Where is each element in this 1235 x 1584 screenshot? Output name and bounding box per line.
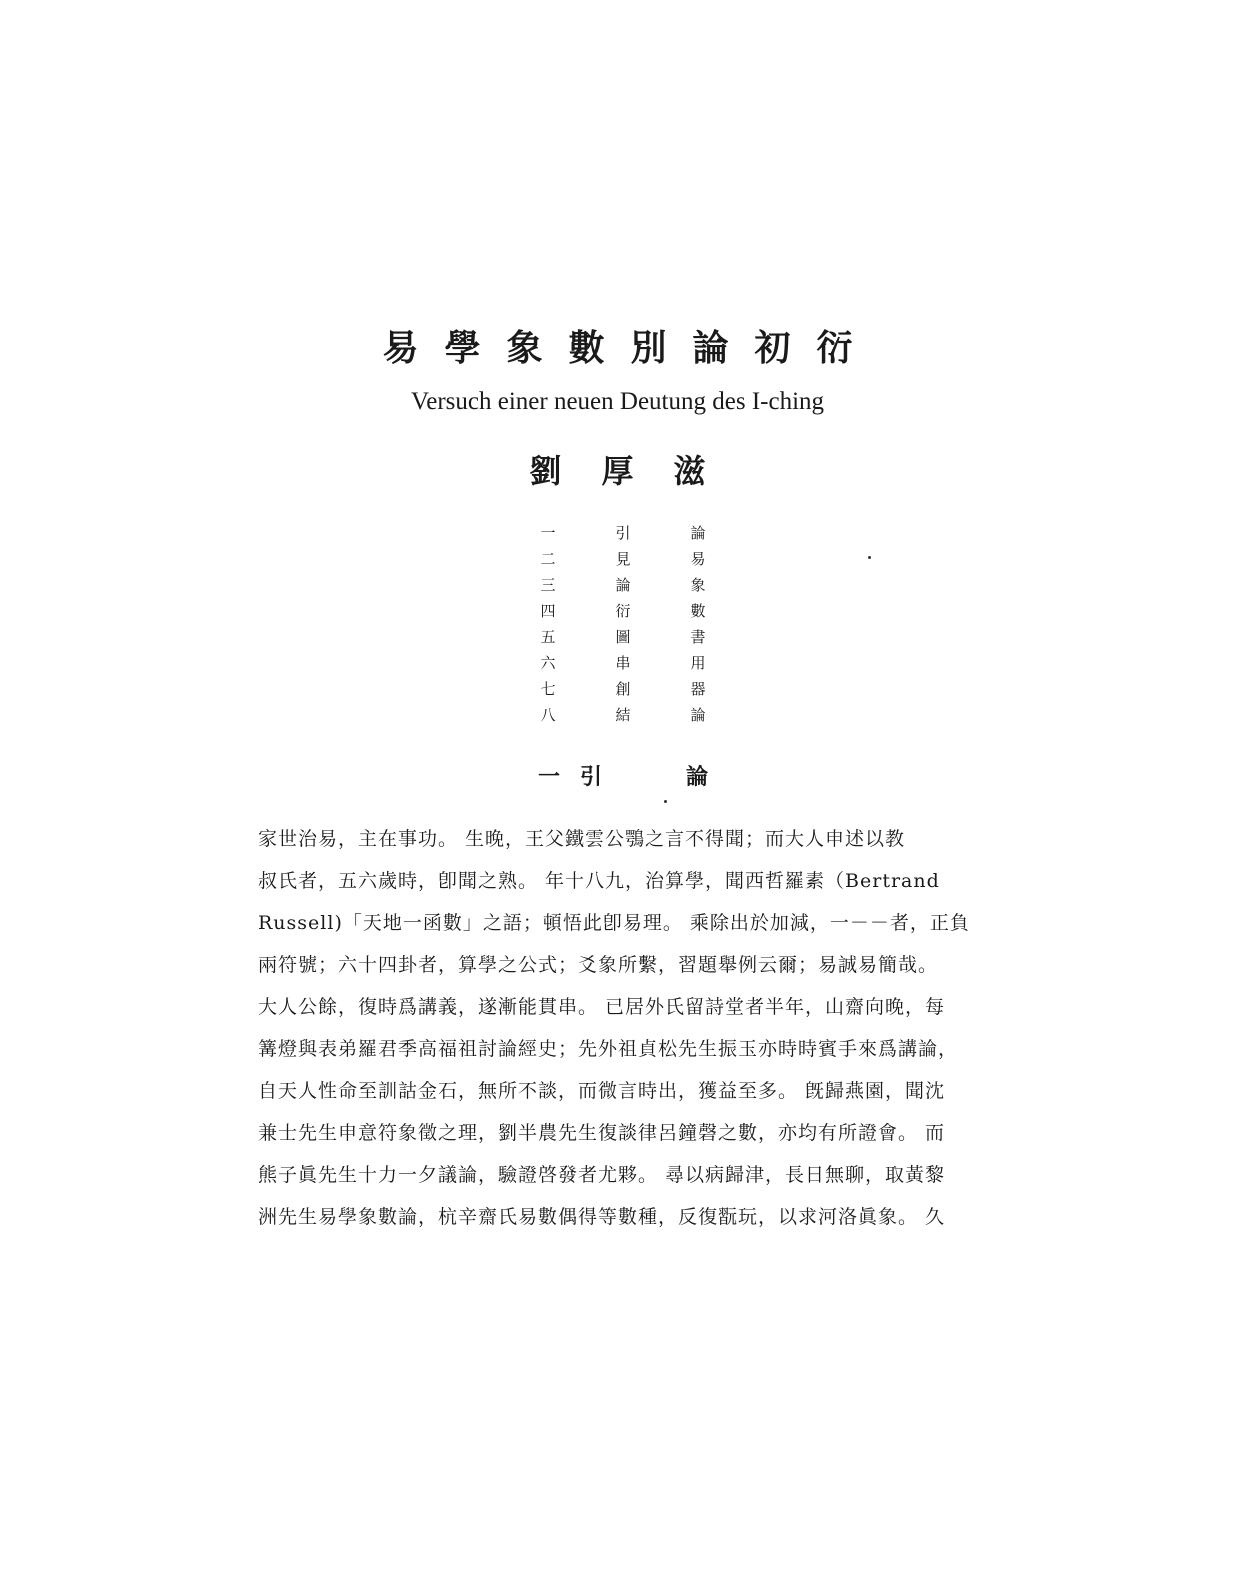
- toc-number: 三: [540, 576, 556, 594]
- text-line: 家世治易，主在事功。 生晚，王父鐵雲公鶚之言不得聞；而大人申述以教: [258, 828, 906, 850]
- toc-number: 四: [540, 602, 556, 620]
- toc-number: 五: [540, 628, 556, 646]
- section-heading: [538, 760, 708, 791]
- toc-row: [538, 676, 708, 702]
- toc-char-a: 圖: [615, 628, 631, 646]
- toc-char-b: 器: [690, 680, 706, 698]
- toc-row: [538, 520, 708, 546]
- toc-char-a: 引: [615, 524, 631, 542]
- toc-char-b: 易: [690, 550, 706, 568]
- toc-number: 八: [540, 706, 556, 724]
- text-line: 兩符號；六十四卦者，算學之公式；爻象所繫，習題舉例云爾；易誠易簡哉。: [258, 954, 939, 976]
- toc-row: [538, 650, 708, 676]
- toc-char-b: 論: [690, 524, 706, 542]
- text-line: 叔氏者，五六歲時，卽聞之熟。 年十八九，治算學，聞西哲羅素（Bertrand: [258, 870, 940, 892]
- toc-char-b: 論: [690, 706, 706, 724]
- toc-number: 六: [540, 654, 556, 672]
- toc-number: 一: [540, 524, 556, 542]
- toc-row: [538, 598, 708, 624]
- speck-mark: [868, 556, 871, 559]
- section-title-end: 論: [685, 764, 708, 790]
- toc-char-b: 數: [690, 602, 706, 620]
- toc-char-a: 見: [615, 550, 631, 568]
- text-line: 洲先生易學象數論，杭辛齋氏易數偶得等數種，反復翫玩，以求河洛眞象。 久: [258, 1206, 946, 1228]
- toc-row: [538, 702, 708, 728]
- author-name: 劉厚滋: [529, 452, 746, 490]
- toc-char-b: 書: [690, 628, 706, 646]
- text-line: 自天人性命至訓詁金石，無所不談，而微言時出，獲益至多。 旣歸燕園，聞沈: [258, 1080, 946, 1102]
- toc-number: 二: [540, 550, 556, 568]
- toc-char-a: 論: [615, 576, 631, 594]
- toc-char-b: 用: [690, 654, 706, 672]
- text-line: 熊子眞先生十力一夕議論，驗證啓發者尤夥。 尋以病歸津，長日無聊，取黃黎: [258, 1164, 946, 1186]
- page-title: 易學象數別論初衍: [382, 327, 879, 369]
- table-of-contents: [538, 520, 708, 728]
- body-paragraph: [258, 818, 993, 1238]
- speck-mark: [664, 800, 667, 803]
- text-line: 篝燈與表弟羅君季高福祖討論經史；先外祖貞松先生振玉亦時時賓手來爲講論，: [258, 1038, 959, 1060]
- page-subtitle: Versuch einer neuen Deutung des I-ching: [410, 388, 825, 415]
- toc-char-b: 象: [690, 576, 706, 594]
- section-number-title: 一引: [538, 764, 623, 790]
- text-line: Russell)「天地一函數」之語；頓悟此卽易理。 乘除出於加減，一－－者，正負: [258, 912, 970, 934]
- toc-number: 七: [540, 680, 556, 698]
- toc-char-a: 串: [615, 654, 631, 672]
- toc-row: [538, 546, 708, 572]
- text-line: 大人公餘，復時爲講義，遂漸能貫串。 已居外氏留詩堂者半年，山齋向晚，每: [258, 996, 946, 1018]
- toc-row: [538, 624, 708, 650]
- toc-char-a: 衍: [615, 602, 631, 620]
- toc-row: [538, 572, 708, 598]
- text-line: 兼士先生申意符象徵之理，劉半農先生復談律呂鐘磬之數，亦均有所證會。 而: [258, 1122, 946, 1144]
- toc-char-a: 結: [615, 706, 631, 724]
- toc-char-a: 創: [615, 680, 631, 698]
